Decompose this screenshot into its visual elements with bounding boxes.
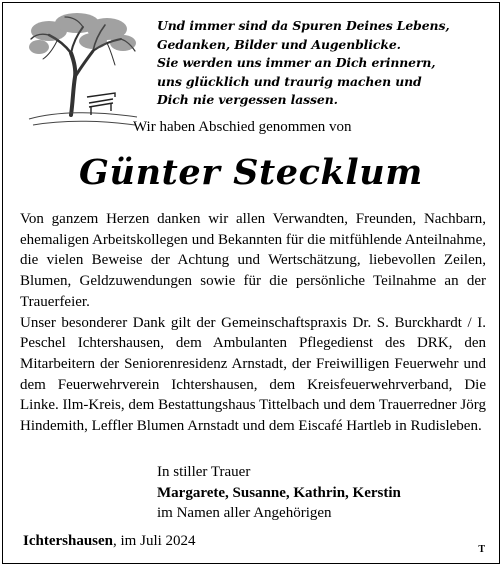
place-date bbox=[23, 533, 196, 550]
poem-line: Sie werden uns immer an Dich erinnern, bbox=[157, 55, 436, 71]
date: , im Juli 2024 bbox=[113, 533, 196, 549]
signature-block bbox=[157, 462, 401, 524]
signature-outro: im Namen aller Angehörigen bbox=[157, 505, 332, 522]
thanks-paragraph: Von ganzem Herzen danken wir allen Verwandten, Freunden, Nachbarn, ehemaligen Arbeitskollegen und Bekannten für die mitfühlende Anteilnahme, die vielen Beweise der Achtung und Wertschätzung, liebevollen Zeilen, Blumen, Geldzuwendungen sowie für die persönliche Teilnahme an der Trauerfeier. bbox=[20, 211, 486, 310]
poem-line: Gedanken, Bilder und Augenblicke. bbox=[157, 36, 401, 52]
signature-intro: In stiller Trauer bbox=[157, 464, 251, 480]
poem-line: Und immer sind da Spuren Deines Lebens, bbox=[157, 18, 450, 33]
poem bbox=[157, 17, 497, 110]
poem-line: uns glücklich und traurig machen und bbox=[157, 73, 422, 89]
thanks-text bbox=[20, 209, 486, 437]
signature-names: Margarete, Susanne, Kathrin, Kerstin bbox=[157, 484, 401, 501]
deceased-name: Günter Stecklum bbox=[79, 152, 423, 193]
poem-line: Dich nie vergessen lassen. bbox=[157, 92, 338, 108]
place: Ichtershausen bbox=[23, 533, 114, 549]
tree-bench-illustration bbox=[27, 11, 139, 129]
obituary-card bbox=[2, 2, 500, 564]
publisher-mark: T bbox=[478, 544, 485, 555]
intro-text: Wir haben Abschied genommen von bbox=[133, 119, 352, 135]
thanks-paragraph: Unser besonderer Dank gilt der Gemeinschaftspraxis Dr. S. Burckhardt / I. Peschel Ichtershausen, dem Ambulanten Pflegedienst des DRK, den Mitarbeitern der Seniorenresidenz Arnstadt, der Freiwilligen Feuerwehr und dem Feuerwehrverein Ichtershausen, dem Kreisfeuerwehrverband, Die Linke. Ilm-Kreis, dem Bestattungshaus Tittelbach und dem Trauerredner Jörg Hindemith, Leffler Blumen Arnstadt und dem Eiscafé Hartleb in Rudisleben. bbox=[20, 314, 486, 435]
